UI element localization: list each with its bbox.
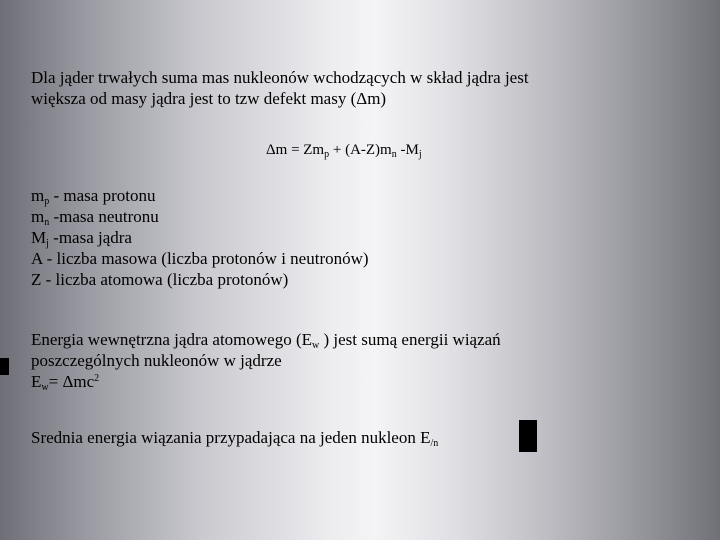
formula-sub-n: n — [391, 149, 397, 160]
definition-text: - liczba atomowa (liczba protonów) — [41, 270, 289, 289]
formula-minus: -M — [396, 142, 419, 158]
intro-paragraph — [31, 67, 529, 109]
definition-item — [31, 248, 369, 269]
definition-sub: p — [44, 196, 50, 207]
definition-text: - liczba masowa (liczba protonów i neutronów) — [42, 249, 369, 268]
energy-line-3: $E_w= \Delta mc^2$ — [31, 372, 100, 393]
definition-text: - masa protonu — [49, 186, 156, 205]
definition-text: -masa neutronu — [49, 207, 159, 226]
intro-line-1: Dla jąder trwałych suma mas nukleonów wchodzących w skład jądra jest — [31, 68, 529, 87]
definition-symbol: m — [31, 207, 45, 226]
intro-line-2: większa od masy jądra jest to tzw defekt masy (Δm) — [31, 89, 387, 108]
formula-mid: + (A-Z)m — [329, 142, 392, 158]
definition-text: -masa jądra — [48, 228, 132, 247]
definitions-list — [31, 185, 369, 290]
black-marker-left — [0, 358, 9, 375]
definition-sub: j — [46, 238, 49, 249]
energy-paragraph — [31, 329, 501, 392]
mass-defect-formula — [266, 142, 422, 159]
formula-sub-p: p — [324, 149, 330, 160]
definition-symbol: m — [31, 186, 45, 205]
black-marker-right — [519, 420, 537, 452]
energy-line-2: poszczególnych nukleonów w jądrze — [31, 351, 282, 370]
definition-item — [31, 206, 369, 227]
formula-lhs: Δm = Zm — [266, 142, 325, 158]
definition-item — [31, 227, 369, 248]
formula-sub-j: j — [418, 149, 422, 160]
definition-symbol: M — [31, 228, 47, 247]
definition-item — [31, 269, 369, 290]
definition-symbol: Z — [31, 270, 42, 289]
definition-sub: n — [44, 217, 50, 228]
definition-symbol: A — [31, 249, 43, 268]
energy-line-1: Energia wewnętrzna jądra atomowego ($E_w$ ) jest sumą energii wiązań — [31, 330, 501, 351]
average-energy-line: Srednia energia wiązania przypadająca na jeden nukleon $E_{/n}$ — [31, 428, 439, 449]
definition-item — [31, 185, 369, 206]
